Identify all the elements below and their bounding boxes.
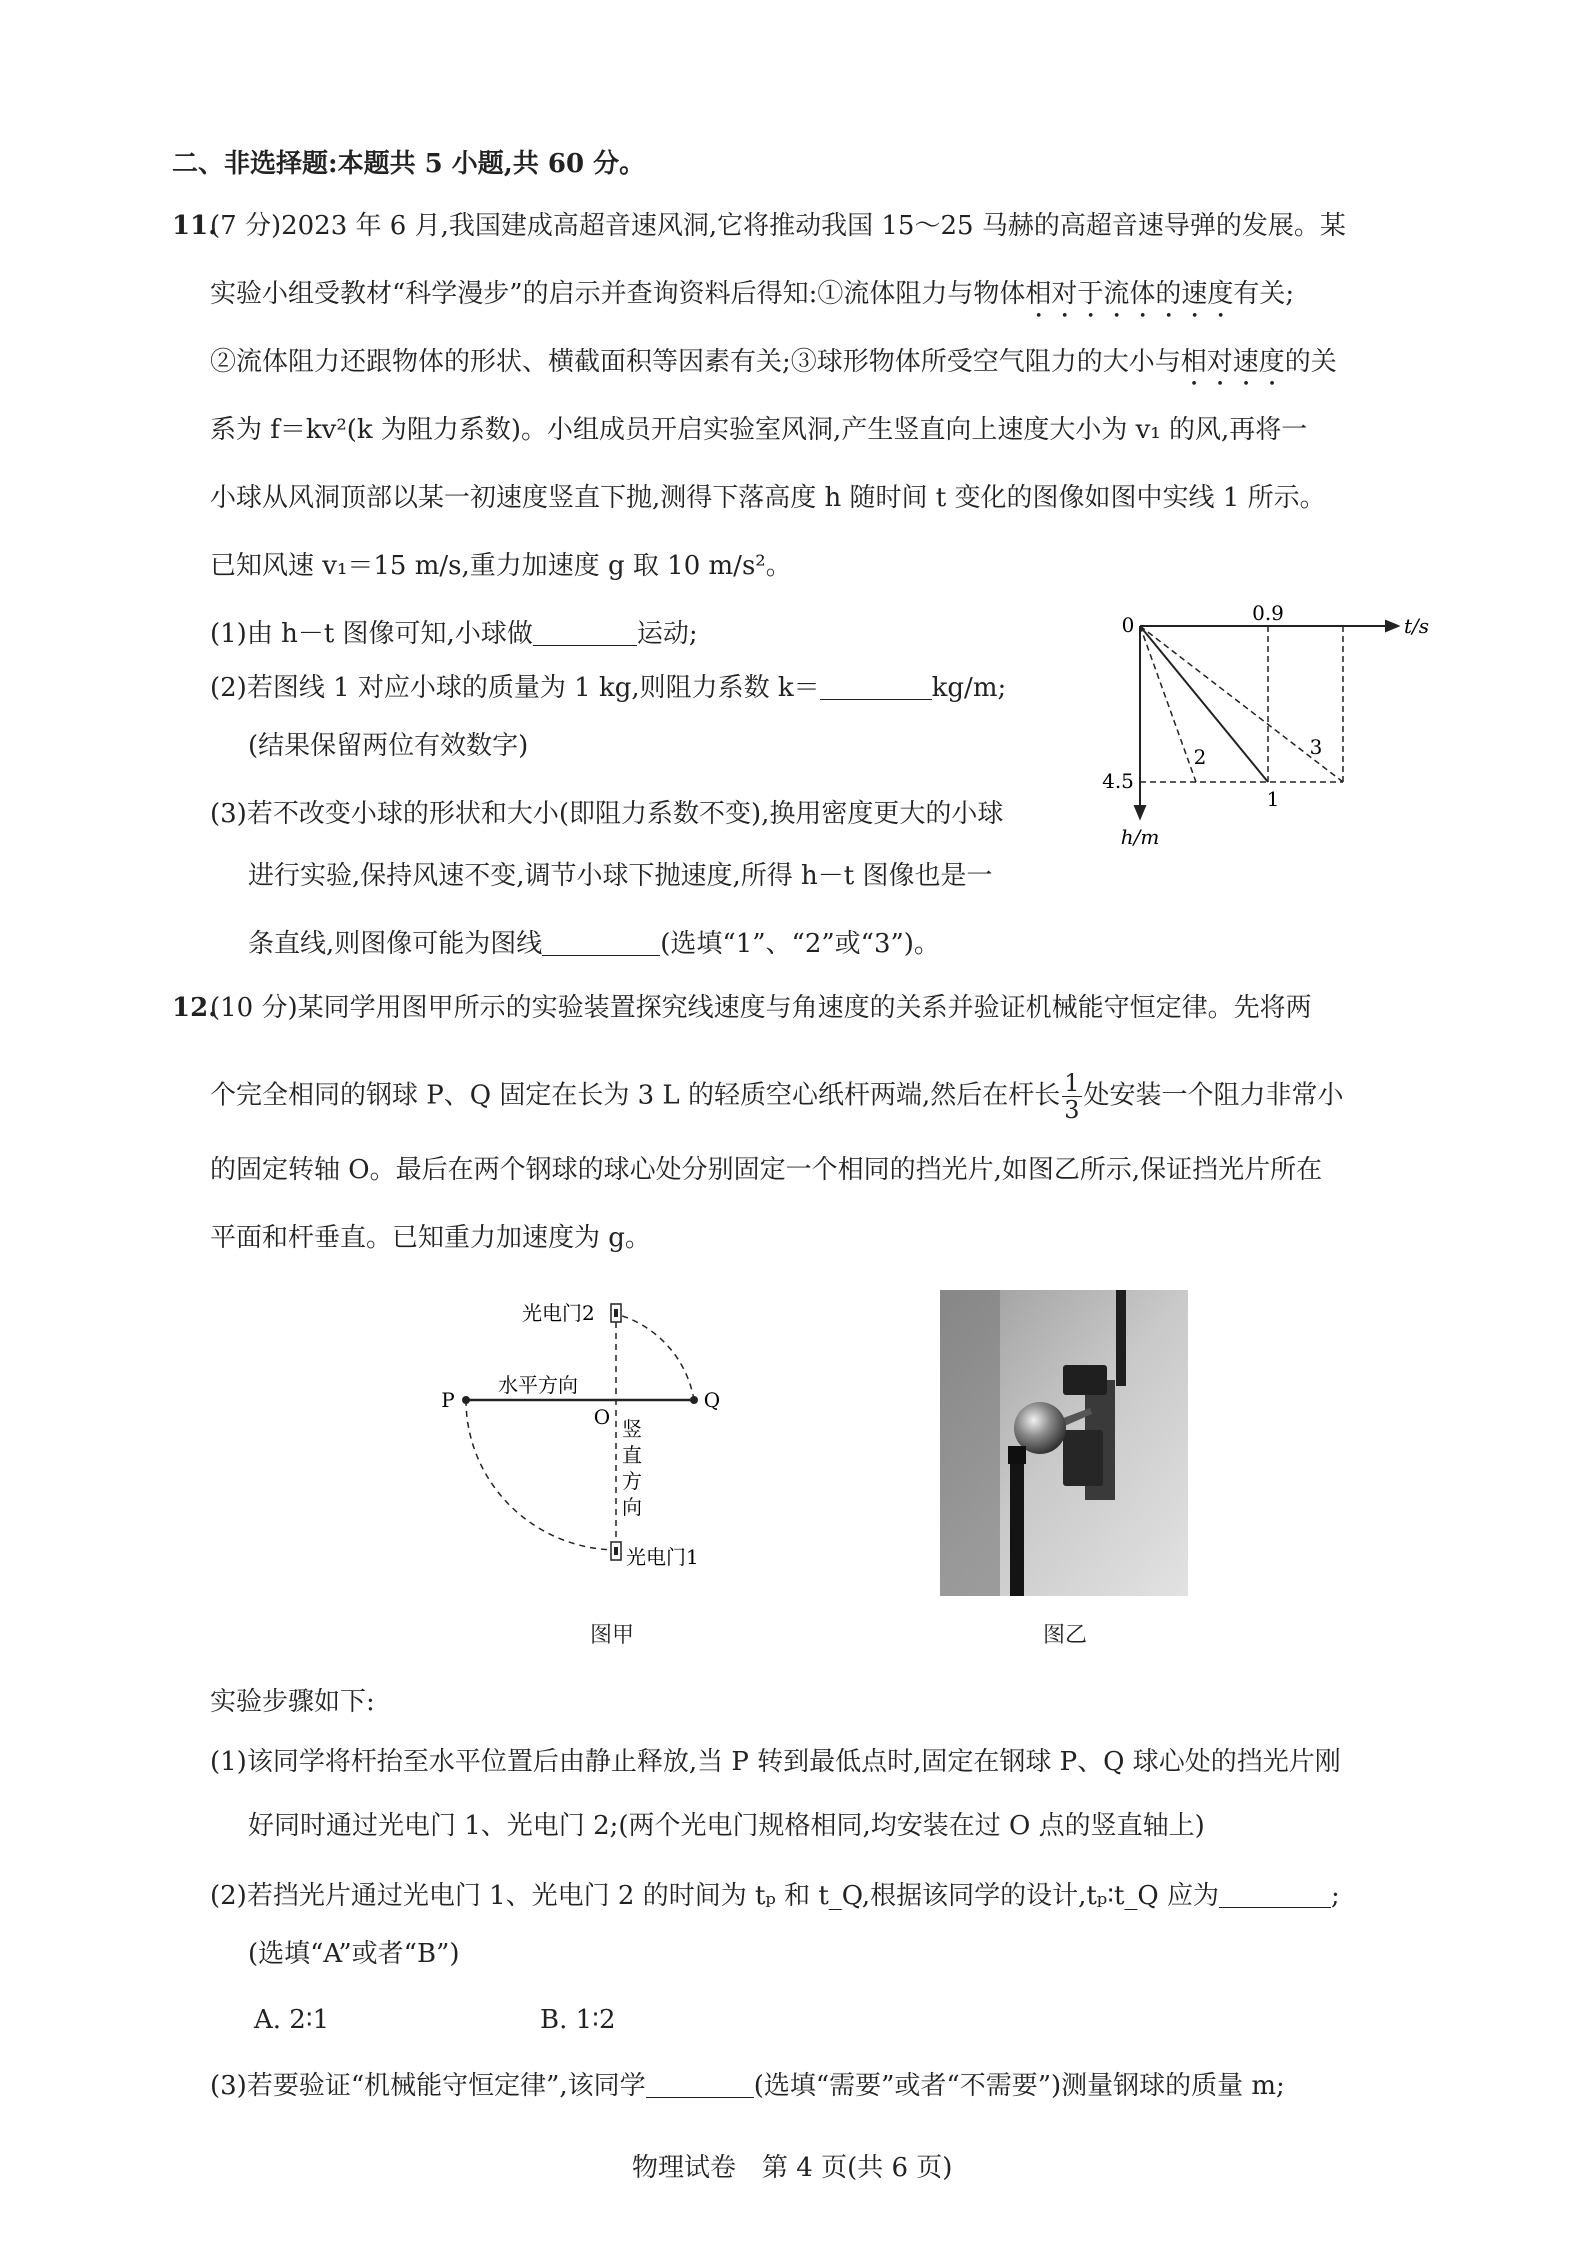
figure-b-photo: [940, 1290, 1188, 1596]
graph-line-1-label: 1: [1266, 787, 1280, 811]
q12-line-2b: 处安装一个阻力非常小: [1083, 1080, 1344, 1111]
step-3-line-1b: (选填“需要”或者“不需要”)测量钢球的质量 m;: [753, 2071, 1285, 2101]
q11-part-1a: (1)由 h－t 图像可知,小球做: [210, 619, 533, 649]
q11-line-3a: ②流体阻力还跟物体的形状、横截面积等因素有关;③球形物体所受空气阻力的大小与: [210, 347, 1181, 377]
q11-part-2: [210, 672, 1006, 704]
q11-line-4: 系为 f＝kv²(k 为阻力系数)。小组成员开启实验室风洞,产生竖直向上速度大小为 v₁ 的风,再将一: [210, 415, 1308, 445]
label-vertical-char-2: 直: [622, 1443, 642, 1467]
h-t-graph: [1090, 600, 1450, 860]
q11-part-2-note: (结果保留两位有效数字): [248, 731, 529, 761]
photo-photogate-body: [1063, 1365, 1107, 1395]
q12-line-2: [210, 1070, 1344, 1123]
q12-line-2a: 个完全相同的钢球 P、Q 固定在长为 3 L 的轻质空心纸杆两端,然后在杆长: [210, 1080, 1061, 1111]
q12-number: 12.: [172, 993, 218, 1023]
step-3-line-1: [210, 2070, 1285, 2102]
q11-part-2a: (2)若图线 1 对应小球的质量为 1 kg,则阻力系数 k＝: [210, 673, 820, 703]
q11-answer-blank-1[interactable]: [533, 619, 637, 646]
page-footer: 物理试卷 第 4 页(共 6 页): [632, 2153, 953, 2183]
step-2-line-1: [210, 1880, 1340, 1912]
label-p: P: [441, 1388, 455, 1412]
step-2-line-1b: ;: [1331, 1881, 1340, 1911]
graph-t-tick-label: 0.9: [1252, 601, 1284, 625]
q11-line-2a: 实验小组受教材“科学漫步”的启示并查询资料后得知:①流体阻力与物体: [210, 279, 1026, 309]
q11-line-3: [210, 346, 1337, 392]
label-vertical-char-1: 竖: [622, 1417, 642, 1441]
label-gate2: 光电门2: [522, 1301, 595, 1325]
q12-line-1: (10 分)某同学用图甲所示的实验装置探究线速度与角速度的关系并验证机械能守恒定律。先将两: [210, 993, 1312, 1023]
step-3-line-1a: (3)若要验证“机械能守恒定律”,该同学: [210, 2071, 646, 2101]
figure-b-caption: 图乙: [1043, 1623, 1088, 1648]
graph-line-2: [1140, 626, 1196, 782]
q11-number: 11.: [172, 211, 218, 241]
q11-line-6: 已知风速 v₁＝15 m/s,重力加速度 g 取 10 m/s²。: [210, 551, 792, 581]
q11-line-5: 小球从风洞顶部以某一初速度竖直下抛,测得下落高度 h 随时间 t 变化的图像如图中实线 1 所示。: [210, 483, 1326, 513]
graph-t-axis-label: t/s: [1404, 614, 1430, 638]
graph-h-axis-label: h/m: [1120, 825, 1160, 849]
q11-part-2b: kg/m;: [931, 673, 1007, 703]
graph-line-3-label: 3: [1309, 735, 1323, 759]
photo-left-shadow: [940, 1290, 1000, 1596]
one-third-fraction: [1062, 1070, 1081, 1123]
photo-lower-rod: [1010, 1450, 1024, 1596]
q11-part-1b: 运动;: [636, 619, 698, 649]
q11-part-3-line-1: (3)若不改变小球的形状和大小(即阻力系数不变),换用密度更大的小球: [210, 799, 1004, 829]
step-1-line-2: 好同时通过光电门 1、光电门 2;(两个光电门规格相同,均安装在过 O 点的竖直轴上): [248, 1811, 1205, 1841]
q12-line-4: 平面和杆垂直。已知重力加速度为 g。: [210, 1223, 651, 1253]
label-horizontal-direction: 水平方向: [498, 1373, 578, 1397]
q12-line-3: 的固定转轴 O。最后在两个钢球的球心处分别固定一个相同的挡光片,如图乙所示,保证挡光片所在: [210, 1155, 1323, 1185]
step-2-line-2: (选填“A”或者“B”): [248, 1939, 460, 1969]
option-b: B. 1∶2: [540, 2005, 616, 2035]
fraction-numerator: 1: [1064, 1069, 1080, 1097]
graph-line-2-label: 2: [1193, 745, 1207, 769]
q11-line-2: [210, 278, 1294, 324]
ball-q: [690, 1396, 698, 1404]
q11-line-2c: 有关;: [1233, 279, 1295, 309]
q11-part-3-line-3b: (选填“1”、“2”或“3”)。: [660, 929, 940, 959]
label-o: O: [593, 1405, 611, 1429]
graph-h-tick-label: 4.5: [1102, 769, 1134, 793]
q11-emphasis-2: 相对速度: [1180, 347, 1285, 377]
photo-upper-rod: [1116, 1290, 1126, 1386]
step-3-answer-blank[interactable]: [646, 2071, 754, 2098]
label-vertical-char-3: 方: [622, 1469, 642, 1493]
q11-line-1: (7 分)2023 年 6 月,我国建成高超音速风洞,它将推动我国 15～25 马赫的高超音速导弹的发展。某: [210, 211, 1346, 241]
figure-a-diagram: [430, 1290, 760, 1580]
label-q: Q: [703, 1388, 721, 1412]
graph-h-axis: [1135, 626, 1145, 818]
label-gate1: 光电门1: [626, 1545, 699, 1569]
step-2-line-1a: (2)若挡光片通过光电门 1、光电门 2 的时间为 tₚ 和 t_Q,根据该同学的设计,tₚ∶t_Q 应为: [210, 1881, 1219, 1911]
steps-heading: 实验步骤如下:: [210, 1687, 375, 1717]
photogate-1-slot: [614, 1547, 618, 1555]
fraction-denominator: 3: [1064, 1096, 1080, 1124]
option-a: A. 2∶1: [254, 2005, 330, 2035]
q11-part-1: [210, 618, 698, 650]
photogate-2-slot: [614, 1309, 618, 1317]
q11-part-3-line-3a: 条直线,则图像可能为图线: [248, 929, 543, 959]
label-vertical-char-4: 向: [622, 1495, 642, 1519]
photo-photogate-lower: [1063, 1430, 1103, 1486]
q11-line-3c: 的关: [1284, 347, 1337, 377]
photo-rod-holder: [1008, 1446, 1026, 1464]
step-2-answer-blank[interactable]: [1219, 1881, 1331, 1908]
q11-part-3-line-2: 进行实验,保持风速不变,调节小球下抛速度,所得 h－t 图像也是一: [248, 861, 993, 891]
section-heading: 二、非选择题:本题共 5 小题,共 60 分。: [172, 149, 646, 179]
arc-q-to-gate2: [616, 1314, 694, 1400]
q11-answer-blank-3[interactable]: [542, 929, 660, 956]
graph-origin-label: 0: [1121, 613, 1135, 637]
q11-answer-blank-2[interactable]: [820, 673, 932, 700]
ball-p: [462, 1396, 470, 1404]
q11-emphasis-1: 相对于流体的速度: [1025, 279, 1234, 309]
figure-a-caption: 图甲: [590, 1623, 635, 1648]
step-1-line-1: (1)该同学将杆抬至水平位置后由静止释放,当 P 转到最低点时,固定在钢球 P、Q 球心处的挡光片刚: [210, 1747, 1341, 1777]
q11-part-3-line-3: [248, 928, 940, 960]
